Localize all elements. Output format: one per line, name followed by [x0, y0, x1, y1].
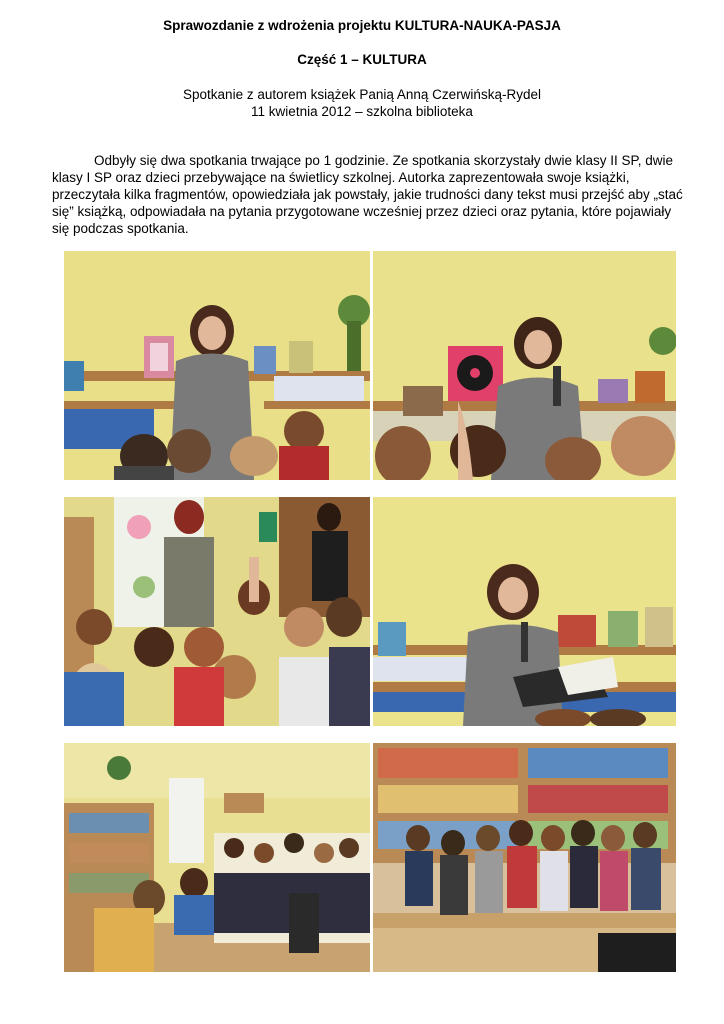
photo-library-audience	[64, 743, 370, 972]
photo-author-presenting-book	[64, 251, 370, 480]
photo-author-reading	[373, 497, 676, 726]
part-title: Część 1 – KULTURA	[297, 52, 427, 67]
event-line: Spotkanie z autorem książek Panią Anną Czerwińską-Rydel	[183, 87, 541, 102]
report-paragraph: Odbyły się dwa spotkania trwające po 1 godzinie. Ze spotkania skorzystały dwie klasy II SP, dwie klasy I SP oraz dzieci przebywające na świetlicy szkolnej. Autorka zaprezentowała swoje książki, przeczytała kilka fragmentów, opowiedziała jak powstały, jakie trudności dany tekst musi przejść aby „stać się” książką, odpowiadała na pytania przygotowane wcześniej przez dzieci oraz pytania, które pojawiały się podczas spotkania.	[52, 153, 683, 236]
photo-children-bookshelves	[373, 743, 676, 972]
date-line: 11 kwietnia 2012 – szkolna biblioteka	[251, 104, 473, 119]
photo-author-red-book	[373, 251, 676, 480]
document-heading: Sprawozdanie z wdrożenia projektu KULTURA-NAUKA-PASJA	[163, 18, 561, 33]
photo-children-raising-hands	[64, 497, 370, 726]
